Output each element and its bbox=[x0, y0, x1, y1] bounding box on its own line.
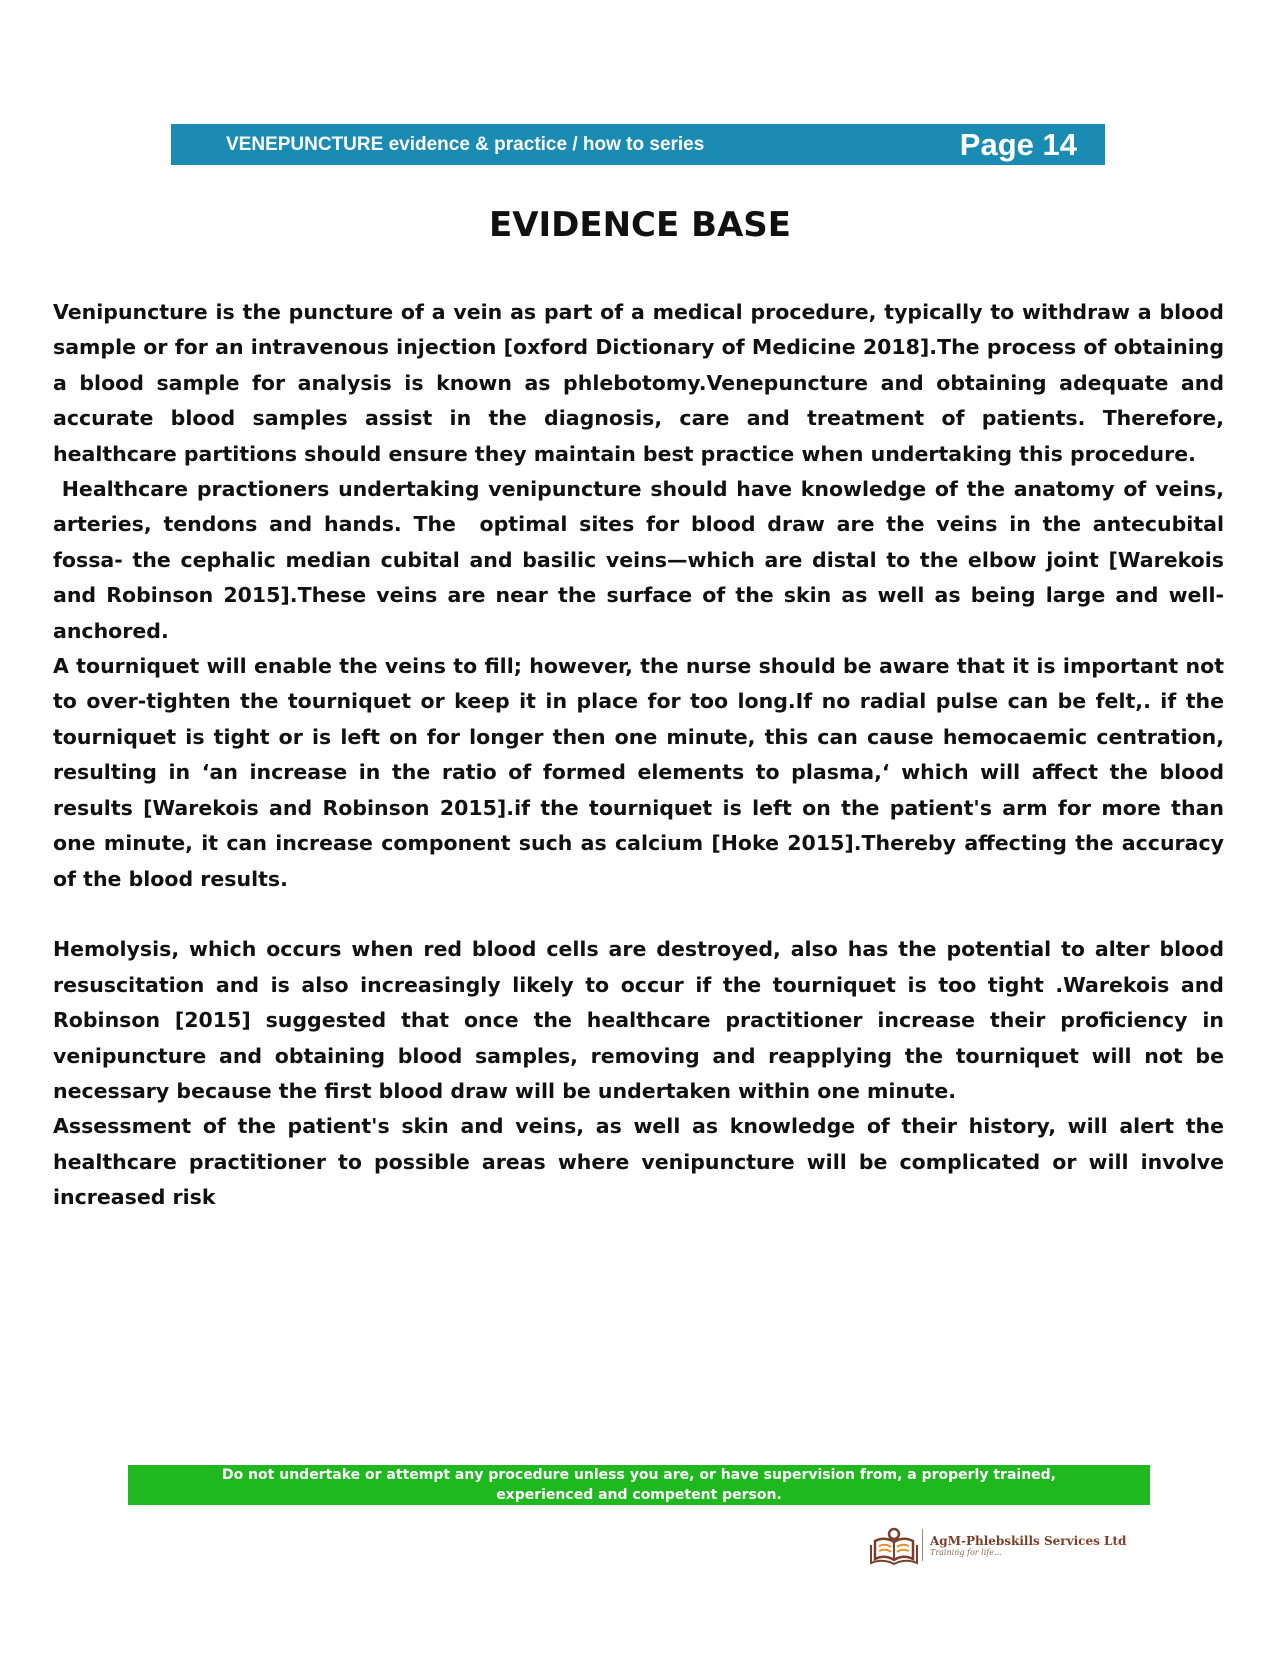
company-logo bbox=[869, 1525, 1126, 1565]
logo-text bbox=[930, 1534, 1126, 1557]
company-tagline: Training for life... bbox=[930, 1547, 1002, 1557]
disclaimer-band bbox=[128, 1465, 1150, 1505]
page-number: Page 14 bbox=[959, 126, 1077, 162]
paragraph-tourniquet: A tourniquet will enable the veins to fill; however, the nurse should be aware that it is important not to over-tighten the tourniquet or keep it in place for too long.If no radial pulse can be felt,. if the tourniquet is tight or is left on for longer then one minute, this can cause hemocaemic centration, resulting in ‘an increase in the ratio of formed elements to plasma,‘ which will affect the blood results [Warekois and Robinson 2015].if the tourniquet is left on the patient's arm for more than one minute, it can increase component such as calcium [Hoke 2015].Thereby affecting the accuracy of the blood results. bbox=[53, 654, 1224, 891]
paragraph-definition: Venipuncture is the puncture of a vein as part of a medical procedure, typically to withdraw a blood sample or for an intravenous injection [oxford Dictionary of Medicine 2018].The process of obtaining a blood sample for analysis is known as phlebotomy.Venepuncture and obtaining adequate and accurate blood samples assist in the diagnosis, care and treatment of patients. Therefore, healthcare partitions should ensure they maintain best practice when undertaking this procedure. bbox=[53, 300, 1224, 466]
open-book-with-person-icon bbox=[869, 1525, 919, 1565]
header-band bbox=[171, 124, 1105, 165]
series-title: VENEPUNCTURE evidence & practice / how to series bbox=[226, 133, 705, 155]
logo-divider bbox=[922, 1529, 923, 1561]
company-name: AgM-Phlebskills Services Ltd bbox=[930, 1533, 1127, 1548]
paragraph-anatomy: Healthcare practioners undertaking venipuncture should have knowledge of the anatomy of veins, arteries, tendons and hands. The optimal sites for blood draw are the veins in the antecubital fossa- the cephalic median cubital and basilic veins—which are distal to the elbow joint [Warekois and Robinson 2015].These veins are near the surface of the skin as well as being large and well-anchored. bbox=[53, 477, 1232, 643]
paragraph-hemolysis: Hemolysis, which occurs when red blood cells are destroyed, also has the potential to alter blood resuscitation and is also increasingly likely to occur if the tourniquet is too tight .Warekois and Robinson [2015] suggested that once the healthcare practitioner increase their proficiency in venipuncture and obtaining blood samples, removing and reapplying the tourniquet will not be necessary because the first blood draw will be undertaken within one minute. bbox=[53, 937, 1224, 1103]
disclaimer-line-2: experienced and competent person. bbox=[496, 1487, 782, 1503]
page-title: EVIDENCE BASE bbox=[488, 205, 792, 245]
disclaimer-line-1: Do not undertake or attempt any procedure unless you are, or have supervision from, a properly trained, bbox=[221, 1467, 1057, 1483]
paragraph-assessment: Assessment of the patient's skin and veins, as well as knowledge of their history, will alert the healthcare practitioner to possible areas where venipuncture will be complicated or will involve increased risk bbox=[53, 1114, 1224, 1210]
article-body bbox=[53, 295, 1232, 1216]
